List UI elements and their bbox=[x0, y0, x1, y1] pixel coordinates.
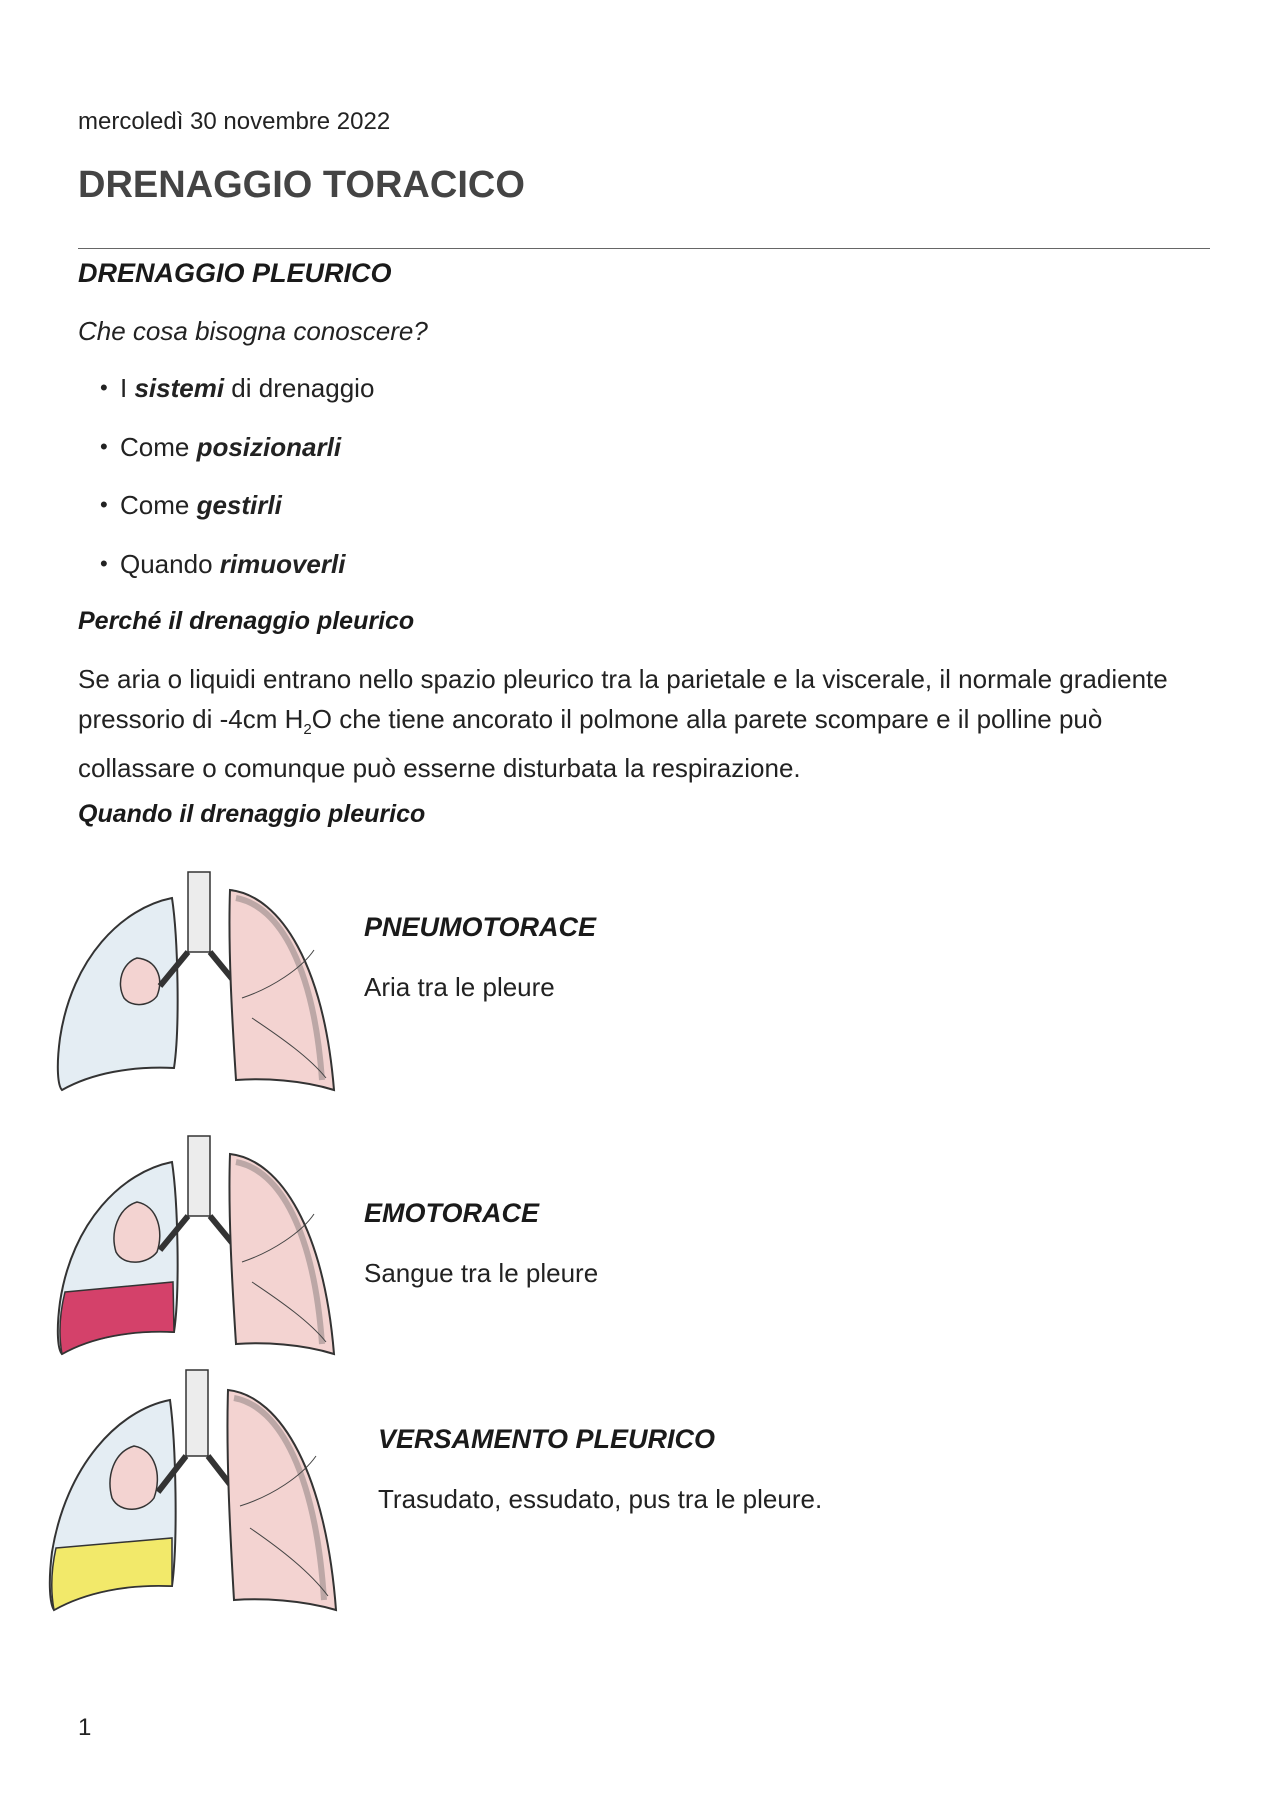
when-heading: Quando il drenaggio pleurico bbox=[78, 800, 426, 828]
section-heading: DRENAGGIO PLEURICO bbox=[78, 258, 392, 288]
condition-description: Trasudato, essudato, pus tra le pleure. bbox=[378, 1484, 823, 1514]
page-title: DRENAGGIO TORACICO bbox=[78, 164, 525, 206]
lung-diagram bbox=[50, 1370, 336, 1610]
title-divider bbox=[78, 248, 1210, 249]
condition-title: PNEUMOTORACE bbox=[364, 912, 597, 942]
list-item: • I sistemi di drenaggio bbox=[78, 370, 374, 429]
condition-title: VERSAMENTO PLEURICO bbox=[378, 1424, 716, 1454]
hemothorax-lung-illustration bbox=[52, 1132, 352, 1360]
bullet-icon: • bbox=[100, 433, 108, 459]
section-question: Che cosa bisogna conoscere? bbox=[78, 316, 428, 346]
condition-title: EMOTORACE bbox=[364, 1198, 540, 1228]
pneumothorax-lung-illustration bbox=[52, 868, 352, 1096]
page-number: 1 bbox=[78, 1714, 92, 1741]
why-paragraph: Se aria o liquidi entrano nello spazio pleurico tra la parietale e la viscerale, il normale gradiente pressorio di -4cm $H_2O$ che tiene ancorato il polmone alla parete scompare e il polline può collassare o comunque può esserne disturbata la respirazione. bbox=[78, 664, 1168, 784]
lung-diagram bbox=[58, 1136, 334, 1354]
bullet-icon: • bbox=[100, 492, 108, 517]
knowledge-list bbox=[78, 370, 374, 604]
condition-description: Sangue tra le pleure bbox=[364, 1258, 599, 1288]
lung-diagram bbox=[58, 872, 334, 1090]
list-item: • Come posizionarli bbox=[78, 429, 374, 488]
list-item: • Come gestirli bbox=[78, 487, 374, 546]
bullet-icon: • bbox=[100, 550, 108, 576]
note-date: mercoledì 30 novembre 2022 bbox=[78, 108, 391, 135]
condition-description: Aria tra le pleure bbox=[364, 972, 555, 1002]
why-heading: Perché il drenaggio pleurico bbox=[78, 607, 415, 635]
list-item: • Quando rimuoverli bbox=[78, 546, 374, 605]
pleural-effusion-lung-illustration bbox=[44, 1366, 354, 1616]
bullet-icon: • bbox=[100, 375, 108, 400]
